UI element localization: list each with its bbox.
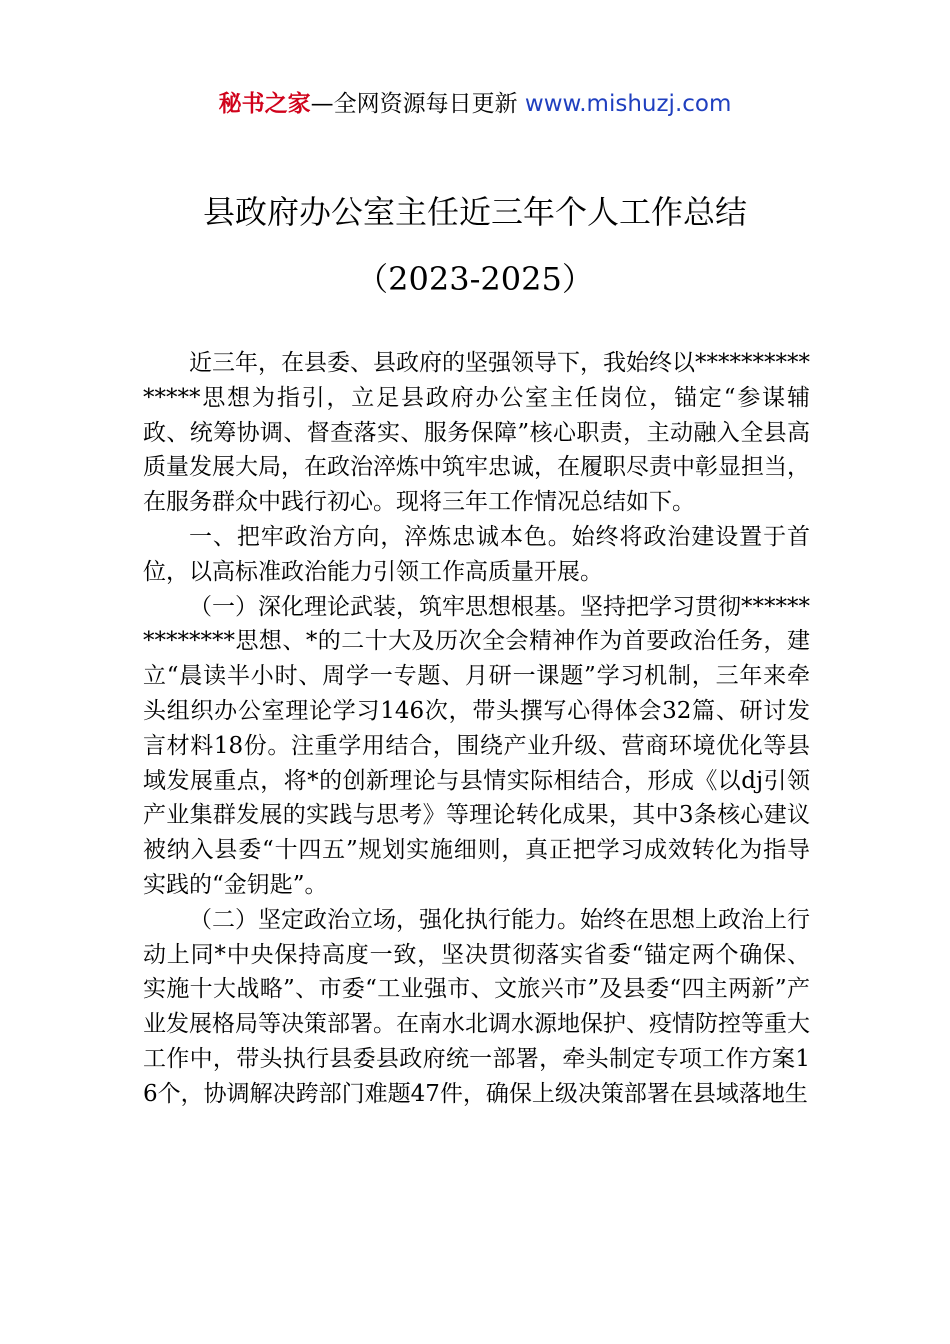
paragraph-subsection-2: （二）坚定政治立场，强化执行能力。始终在思想上政治上行动上同*中央保持高度一致，坚决贯彻落实省委“锚定两个确保、实施十大战略”、市委“工业强市、文旅兴市”及县委“四主两新”产业发展格局等决策部署。在南水北调水源地保护、疫情防控等重大工作中，带头执行县委县政府统一部署，牵头制定专项工作方案16个，协调解决跨部门难题47件，确保上级决策部署在县域落地生 bbox=[143, 906, 810, 1107]
site-url-link[interactable]: www.mishuzj.com bbox=[524, 91, 732, 117]
paragraph-intro: 近三年，在县委、县政府的坚强领导下，我始终以***************思想为指引，立足县政府办公室主任岗位，锚定“参谋辅政、统筹协调、督查落实、服务保障”核心职责，主动融入全县高质量发展大局，在政治淬炼中筑牢忠诚，在履职尽责中彰显担当，在服务群众中践行初心。现将三年工作情况总结如下。 bbox=[143, 350, 810, 516]
paragraph-subsection-1: （一）深化理论武装，筑牢思想根基。坚持把学习贯彻**************思想、*的二十大及历次全会精神作为首要政治任务，建立“晨读半小时、周学一专题、月研一课题”学习机制，三年来牵头组织办公室理论学习146次，带头撰写心得体会32篇、研讨发言材料18份。注重学用结合，围绕产业升级、营商环境优化等县域发展重点，将*的创新理论与县情实际相结合，形成《以dj引领产业集群发展的实践与思考》等理论转化成果，其中3条核心建议被纳入县委“十四五”规划实施细则，真正把学习成效转化为指导实践的“金钥匙”。 bbox=[143, 593, 810, 898]
document-body bbox=[143, 346, 810, 1112]
site-brand: 秘书之家 bbox=[218, 91, 311, 117]
document-title: 县政府办公室主任近三年个人工作总结 bbox=[202, 193, 747, 231]
site-header bbox=[0, 88, 950, 120]
paragraph-section-1: 一、把牢政治方向，淬炼忠诚本色。始终将政治建设置于首位，以高标准政治能力引领工作高质量开展。 bbox=[143, 523, 810, 585]
document-subtitle: （2023-2025） bbox=[356, 260, 594, 298]
site-tagline: —全网资源每日更新 bbox=[310, 91, 525, 117]
